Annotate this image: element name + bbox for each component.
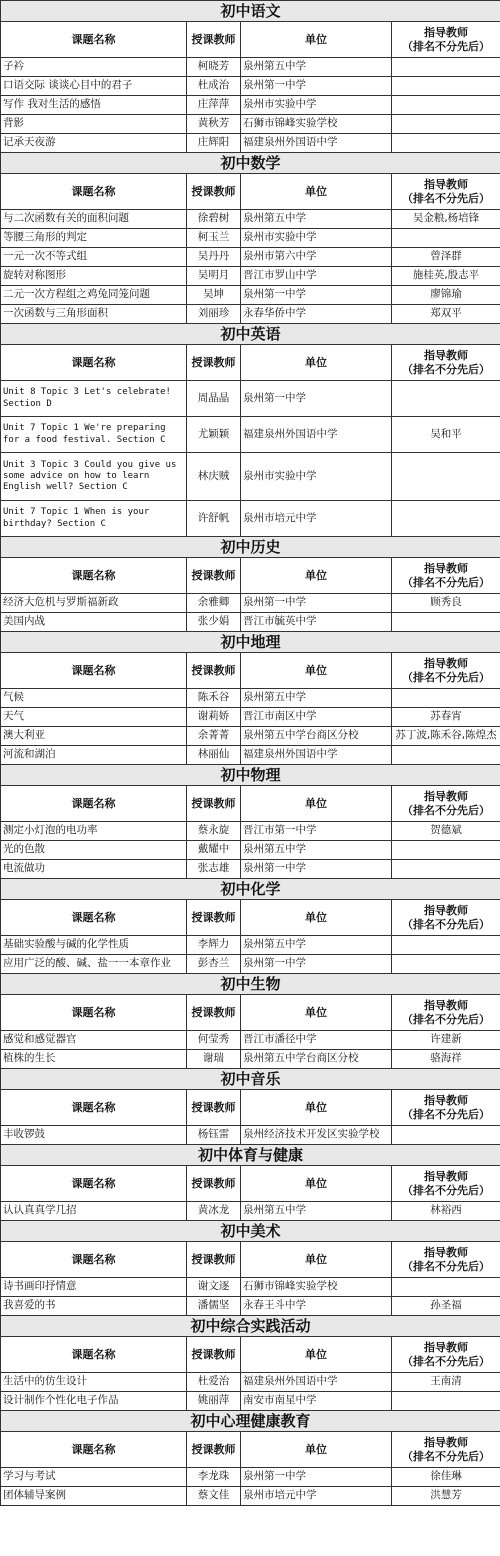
teacher-cell: 黄秋芳 [187, 115, 241, 134]
section-title-row [1, 765, 500, 786]
mentor-cell: 顾秀良 [392, 594, 500, 613]
teacher-cell: 杨钰雷 [187, 1126, 241, 1145]
table-row [1, 708, 500, 727]
course-name-cell: 二元一次方程组之鸡兔同笼问题 [1, 286, 187, 305]
header-mentor-line1: 指导教师 [424, 561, 468, 575]
header-mentor-line1: 指导教师 [424, 789, 468, 803]
teacher-cell: 林庆贼 [187, 453, 241, 501]
school-cell: 泉州第一中学 [241, 955, 392, 974]
section-title: 初中生物 [1, 974, 500, 995]
header-mentor [392, 900, 500, 936]
section-title: 初中化学 [1, 879, 500, 900]
column-header-row [1, 900, 500, 936]
column-header-row [1, 22, 500, 58]
header-mentor-line2: （排名不分先后） [402, 670, 490, 684]
school-cell: 南安市南星中学 [241, 1392, 392, 1411]
table-row [1, 1278, 500, 1297]
course-name-cell: Unit 7 Topic 1 We're preparing for a food festival. Section C [1, 417, 187, 453]
header-school: 单位 [241, 653, 392, 689]
course-name-cell: 基础实验酸与碱的化学性质 [1, 936, 187, 955]
column-header-row [1, 995, 500, 1031]
header-school: 单位 [241, 786, 392, 822]
column-header-row [1, 1337, 500, 1373]
teacher-cell: 陈禾谷 [187, 689, 241, 708]
header-school: 单位 [241, 1090, 392, 1126]
mentor-cell: 许建新 [392, 1031, 500, 1050]
header-mentor-line1: 指导教师 [424, 1340, 468, 1354]
header-mentor [392, 345, 500, 381]
table-row [1, 58, 500, 77]
course-name-cell: 我喜爱的书 [1, 1297, 187, 1316]
header-mentor [392, 1337, 500, 1373]
header-mentor-line2: （排名不分先后） [402, 1449, 490, 1463]
column-header-row [1, 653, 500, 689]
course-name-cell: 经济大危机与罗斯福新政 [1, 594, 187, 613]
header-mentor-line1: 指导教师 [424, 998, 468, 1012]
teacher-cell: 谢文逐 [187, 1278, 241, 1297]
header-teacher: 授课教师 [187, 1242, 241, 1278]
school-cell: 泉州经济技术开发区实验学校 [241, 1126, 392, 1145]
header-school: 单位 [241, 995, 392, 1031]
course-name-cell: 等腰三角形的判定 [1, 229, 187, 248]
course-name-cell: 应用广泛的酸、碱、盐一一本章作业 [1, 955, 187, 974]
table-row [1, 689, 500, 708]
mentor-cell: 骆海祥 [392, 1050, 500, 1069]
mentor-cell [392, 115, 500, 134]
teacher-cell: 吴坤 [187, 286, 241, 305]
mentor-cell: 吴和平 [392, 417, 500, 453]
school-cell: 福建泉州外国语中学 [241, 1373, 392, 1392]
section-title-row [1, 324, 500, 345]
section-title: 初中体育与健康 [1, 1145, 500, 1166]
course-name-cell: 学习与考试 [1, 1468, 187, 1487]
mentor-cell: 徐佳琳 [392, 1468, 500, 1487]
header-school: 单位 [241, 1432, 392, 1468]
course-name-cell: 一次函数与三角形面积 [1, 305, 187, 324]
mentor-cell: 洪慧芳 [392, 1487, 500, 1506]
mentor-cell [392, 841, 500, 860]
header-course-name: 课题名称 [1, 1166, 187, 1202]
section-title-row [1, 879, 500, 900]
mentor-cell: 林裕西 [392, 1202, 500, 1221]
header-mentor-line2: （排名不分先后） [402, 1107, 490, 1121]
school-cell: 永春华侨中学 [241, 305, 392, 324]
header-mentor-line1: 指导教师 [424, 1245, 468, 1259]
school-cell: 泉州市实验中学 [241, 96, 392, 115]
header-mentor-line2: （排名不分先后） [402, 1183, 490, 1197]
school-cell: 晋江市南区中学 [241, 708, 392, 727]
course-name-cell: 植株的生长 [1, 1050, 187, 1069]
school-cell: 泉州第一中学 [241, 594, 392, 613]
school-cell: 泉州第一中学 [241, 1468, 392, 1487]
header-teacher: 授课教师 [187, 22, 241, 58]
school-cell: 泉州第五中学 [241, 1202, 392, 1221]
course-name-cell: 河流和湖泊 [1, 746, 187, 765]
table-row [1, 727, 500, 746]
school-cell: 泉州第五中学 [241, 689, 392, 708]
teacher-cell: 庄萍萍 [187, 96, 241, 115]
course-name-cell: 记承天夜游 [1, 134, 187, 153]
mentor-cell: 苏春宵 [392, 708, 500, 727]
teacher-cell: 许舒帆 [187, 501, 241, 537]
mentor-cell: 贺德斌 [392, 822, 500, 841]
course-name-cell: 口语交际 谈谈心目中的君子 [1, 77, 187, 96]
column-header-row [1, 1432, 500, 1468]
table-row [1, 1297, 500, 1316]
mentor-cell: 曾泽群 [392, 248, 500, 267]
table-row [1, 305, 500, 324]
mentor-cell [392, 501, 500, 537]
section-title: 初中历史 [1, 537, 500, 558]
school-cell: 泉州第五中学 [241, 58, 392, 77]
header-mentor-line2: （排名不分先后） [402, 1354, 490, 1368]
course-name-cell: 丰收锣鼓 [1, 1126, 187, 1145]
teacher-cell: 戴耀中 [187, 841, 241, 860]
section-title-row [1, 1221, 500, 1242]
header-mentor-line2: （排名不分先后） [402, 39, 490, 53]
course-name-cell: 美国内战 [1, 613, 187, 632]
course-name-cell: 写作 我对生活的感悟 [1, 96, 187, 115]
mentor-cell [392, 381, 500, 417]
teacher-cell: 杜爱治 [187, 1373, 241, 1392]
teacher-cell: 余菁菁 [187, 727, 241, 746]
section-title-row [1, 632, 500, 653]
section-title-row [1, 1145, 500, 1166]
course-name-cell: 与二次函数有关的面积问题 [1, 210, 187, 229]
course-name-cell: 诗书画印抒情意 [1, 1278, 187, 1297]
teacher-cell: 徐碧树 [187, 210, 241, 229]
mentor-cell: 吴金粮,杨培锋 [392, 210, 500, 229]
course-name-cell: 团体辅导案例 [1, 1487, 187, 1506]
header-mentor [392, 174, 500, 210]
table-row [1, 381, 500, 417]
table-row [1, 229, 500, 248]
mentor-cell [392, 1126, 500, 1145]
table-row [1, 1468, 500, 1487]
section-title-row [1, 1411, 500, 1432]
teacher-cell: 谢莉娇 [187, 708, 241, 727]
header-course-name: 课题名称 [1, 345, 187, 381]
mentor-cell [392, 96, 500, 115]
school-cell: 福建泉州外国语中学 [241, 746, 392, 765]
table-row [1, 955, 500, 974]
section-title: 初中物理 [1, 765, 500, 786]
teacher-cell: 周晶晶 [187, 381, 241, 417]
table-row [1, 936, 500, 955]
course-name-cell: 气候 [1, 689, 187, 708]
table-row [1, 1126, 500, 1145]
school-cell: 泉州第五中学 [241, 210, 392, 229]
header-mentor [392, 1242, 500, 1278]
school-cell: 泉州市培元中学 [241, 501, 392, 537]
header-course-name: 课题名称 [1, 786, 187, 822]
mentor-cell [392, 613, 500, 632]
school-cell: 晋江市潘径中学 [241, 1031, 392, 1050]
header-mentor [392, 786, 500, 822]
table-row [1, 1031, 500, 1050]
section-title-row [1, 1316, 500, 1337]
mentor-cell [392, 1278, 500, 1297]
teacher-cell: 刘丽珍 [187, 305, 241, 324]
teacher-cell: 何莹秀 [187, 1031, 241, 1050]
header-teacher: 授课教师 [187, 995, 241, 1031]
mentor-cell [392, 955, 500, 974]
header-mentor-line2: （排名不分先后） [402, 191, 490, 205]
course-name-cell: Unit 8 Topic 3 Let's celebrate! Section D [1, 381, 187, 417]
course-name-cell: 生活中的仿生设计 [1, 1373, 187, 1392]
header-school: 单位 [241, 22, 392, 58]
header-mentor-line2: （排名不分先后） [402, 575, 490, 589]
header-school: 单位 [241, 1337, 392, 1373]
table-row [1, 1392, 500, 1411]
school-cell: 晋江市罗山中学 [241, 267, 392, 286]
teacher-cell: 姚丽萍 [187, 1392, 241, 1411]
header-mentor [392, 558, 500, 594]
header-teacher: 授课教师 [187, 1432, 241, 1468]
school-cell: 石狮市锦峰实验学校 [241, 115, 392, 134]
section-title-row [1, 153, 500, 174]
teacher-cell: 尤颖颖 [187, 417, 241, 453]
mentor-cell [392, 453, 500, 501]
section-title: 初中英语 [1, 324, 500, 345]
header-mentor-line2: （排名不分先后） [402, 917, 490, 931]
section-title: 初中综合实践活动 [1, 1316, 500, 1337]
course-name-cell: 天气 [1, 708, 187, 727]
mentor-cell [392, 58, 500, 77]
table-row [1, 77, 500, 96]
table-row [1, 594, 500, 613]
header-course-name: 课题名称 [1, 22, 187, 58]
mentor-cell [392, 1392, 500, 1411]
header-school: 单位 [241, 558, 392, 594]
school-cell: 泉州市第六中学 [241, 248, 392, 267]
teacher-cell: 余雅卿 [187, 594, 241, 613]
teacher-cell: 潘儒坚 [187, 1297, 241, 1316]
header-mentor-line2: （排名不分先后） [402, 1259, 490, 1273]
column-header-row [1, 558, 500, 594]
header-teacher: 授课教师 [187, 345, 241, 381]
column-header-row [1, 786, 500, 822]
header-school: 单位 [241, 174, 392, 210]
header-mentor [392, 1166, 500, 1202]
mentor-cell [392, 936, 500, 955]
header-teacher: 授课教师 [187, 786, 241, 822]
teacher-cell: 李辉力 [187, 936, 241, 955]
course-table-body [1, 1, 500, 1506]
header-course-name: 课题名称 [1, 174, 187, 210]
table-row [1, 210, 500, 229]
column-header-row [1, 345, 500, 381]
school-cell: 晋江市第一中学 [241, 822, 392, 841]
table-row [1, 613, 500, 632]
teacher-cell: 李龙珠 [187, 1468, 241, 1487]
header-mentor-line1: 指导教师 [424, 177, 468, 191]
teacher-cell: 黄冰龙 [187, 1202, 241, 1221]
teacher-cell: 张少娟 [187, 613, 241, 632]
teacher-cell: 蔡文佳 [187, 1487, 241, 1506]
header-mentor-line2: （排名不分先后） [402, 803, 490, 817]
teacher-cell: 张志雄 [187, 860, 241, 879]
mentor-cell [392, 860, 500, 879]
table-row [1, 1202, 500, 1221]
header-teacher: 授课教师 [187, 1090, 241, 1126]
course-name-cell: 旋转对称图形 [1, 267, 187, 286]
course-name-cell: 认认真真学几招 [1, 1202, 187, 1221]
course-name-cell: Unit 7 Topic 1 When is your birthday? Section C [1, 501, 187, 537]
teacher-cell: 蔡永旋 [187, 822, 241, 841]
header-mentor-line2: （排名不分先后） [402, 1012, 490, 1026]
school-cell: 泉州市实验中学 [241, 229, 392, 248]
school-cell: 泉州第一中学 [241, 77, 392, 96]
section-title-row [1, 1069, 500, 1090]
table-row [1, 841, 500, 860]
course-name-cell: 感觉和感觉器官 [1, 1031, 187, 1050]
header-mentor-line1: 指导教师 [424, 1093, 468, 1107]
section-title-row [1, 1, 500, 22]
header-course-name: 课题名称 [1, 1432, 187, 1468]
table-row [1, 1487, 500, 1506]
table-row [1, 453, 500, 501]
header-course-name: 课题名称 [1, 900, 187, 936]
school-cell: 泉州市培元中学 [241, 1487, 392, 1506]
course-name-cell: Unit 3 Topic 3 Could you give us some advice on how to learn English well? Section C [1, 453, 187, 501]
column-header-row [1, 174, 500, 210]
table-row [1, 860, 500, 879]
course-name-cell: 测定小灯泡的电功率 [1, 822, 187, 841]
teacher-cell: 庄辉阳 [187, 134, 241, 153]
teacher-cell: 柯晓芳 [187, 58, 241, 77]
course-name-cell: 子衿 [1, 58, 187, 77]
section-title: 初中语文 [1, 1, 500, 22]
table-row [1, 417, 500, 453]
table-row [1, 1050, 500, 1069]
header-course-name: 课题名称 [1, 558, 187, 594]
mentor-cell [392, 134, 500, 153]
header-mentor-line1: 指导教师 [424, 348, 468, 362]
school-cell: 福建泉州外国语中学 [241, 134, 392, 153]
header-course-name: 课题名称 [1, 995, 187, 1031]
header-teacher: 授课教师 [187, 653, 241, 689]
table-row [1, 267, 500, 286]
section-title-row [1, 974, 500, 995]
header-teacher: 授课教师 [187, 900, 241, 936]
teacher-cell: 吴丹丹 [187, 248, 241, 267]
school-cell: 泉州第一中学 [241, 381, 392, 417]
header-mentor [392, 1090, 500, 1126]
course-name-cell: 电流做功 [1, 860, 187, 879]
table-row [1, 822, 500, 841]
teacher-cell: 柯玉兰 [187, 229, 241, 248]
header-school: 单位 [241, 1242, 392, 1278]
school-cell: 泉州市实验中学 [241, 453, 392, 501]
header-school: 单位 [241, 900, 392, 936]
header-mentor [392, 1432, 500, 1468]
header-course-name: 课题名称 [1, 1242, 187, 1278]
table-row [1, 746, 500, 765]
header-school: 单位 [241, 1166, 392, 1202]
section-title: 初中心理健康教育 [1, 1411, 500, 1432]
section-title: 初中音乐 [1, 1069, 500, 1090]
table-row [1, 134, 500, 153]
school-cell: 福建泉州外国语中学 [241, 417, 392, 453]
course-name-cell: 背影 [1, 115, 187, 134]
header-school: 单位 [241, 345, 392, 381]
course-name-cell: 设计制作个性化电子作品 [1, 1392, 187, 1411]
school-cell: 晋江市毓英中学 [241, 613, 392, 632]
column-header-row [1, 1090, 500, 1126]
header-teacher: 授课教师 [187, 1166, 241, 1202]
school-cell: 泉州第五中学 [241, 841, 392, 860]
header-mentor-line2: （排名不分先后） [402, 362, 490, 376]
header-mentor-line1: 指导教师 [424, 1435, 468, 1449]
mentor-cell [392, 746, 500, 765]
mentor-cell: 郑双平 [392, 305, 500, 324]
mentor-cell: 廖锦瑜 [392, 286, 500, 305]
mentor-cell: 孙圣福 [392, 1297, 500, 1316]
mentor-cell [392, 689, 500, 708]
mentor-cell: 施桂英,殷志平 [392, 267, 500, 286]
school-cell: 石狮市锦峰实验学校 [241, 1278, 392, 1297]
header-mentor [392, 22, 500, 58]
header-mentor-line1: 指导教师 [424, 656, 468, 670]
section-title: 初中美术 [1, 1221, 500, 1242]
header-mentor-line1: 指导教师 [424, 1169, 468, 1183]
school-cell: 泉州第一中学 [241, 286, 392, 305]
column-header-row [1, 1242, 500, 1278]
course-name-cell: 一元一次不等式组 [1, 248, 187, 267]
header-mentor [392, 653, 500, 689]
header-course-name: 课题名称 [1, 1090, 187, 1126]
teacher-cell: 彭杏兰 [187, 955, 241, 974]
school-cell: 泉州第五中学台商区分校 [241, 1050, 392, 1069]
teacher-cell: 谢瑞 [187, 1050, 241, 1069]
course-name-cell: 澳大利亚 [1, 727, 187, 746]
course-name-cell: 光的色散 [1, 841, 187, 860]
mentor-cell [392, 229, 500, 248]
mentor-cell [392, 77, 500, 96]
school-cell: 泉州第五中学台商区分校 [241, 727, 392, 746]
table-row [1, 248, 500, 267]
school-cell: 泉州第五中学 [241, 936, 392, 955]
table-row [1, 96, 500, 115]
header-teacher: 授课教师 [187, 558, 241, 594]
header-course-name: 课题名称 [1, 1337, 187, 1373]
teacher-cell: 吴明月 [187, 267, 241, 286]
table-row [1, 1373, 500, 1392]
header-teacher: 授课教师 [187, 174, 241, 210]
table-row [1, 286, 500, 305]
mentor-cell: 王南清 [392, 1373, 500, 1392]
table-row [1, 115, 500, 134]
section-title: 初中数学 [1, 153, 500, 174]
header-teacher: 授课教师 [187, 1337, 241, 1373]
header-course-name: 课题名称 [1, 653, 187, 689]
section-title: 初中地理 [1, 632, 500, 653]
teacher-cell: 杜成治 [187, 77, 241, 96]
school-cell: 永春王斗中学 [241, 1297, 392, 1316]
header-mentor [392, 995, 500, 1031]
school-cell: 泉州第一中学 [241, 860, 392, 879]
section-title-row [1, 537, 500, 558]
header-mentor-line1: 指导教师 [424, 25, 468, 39]
header-mentor-line1: 指导教师 [424, 903, 468, 917]
mentor-cell: 苏丁波,陈禾谷,陈煌杰 [392, 727, 500, 746]
column-header-row [1, 1166, 500, 1202]
table-row [1, 501, 500, 537]
teacher-cell: 林丽仙 [187, 746, 241, 765]
